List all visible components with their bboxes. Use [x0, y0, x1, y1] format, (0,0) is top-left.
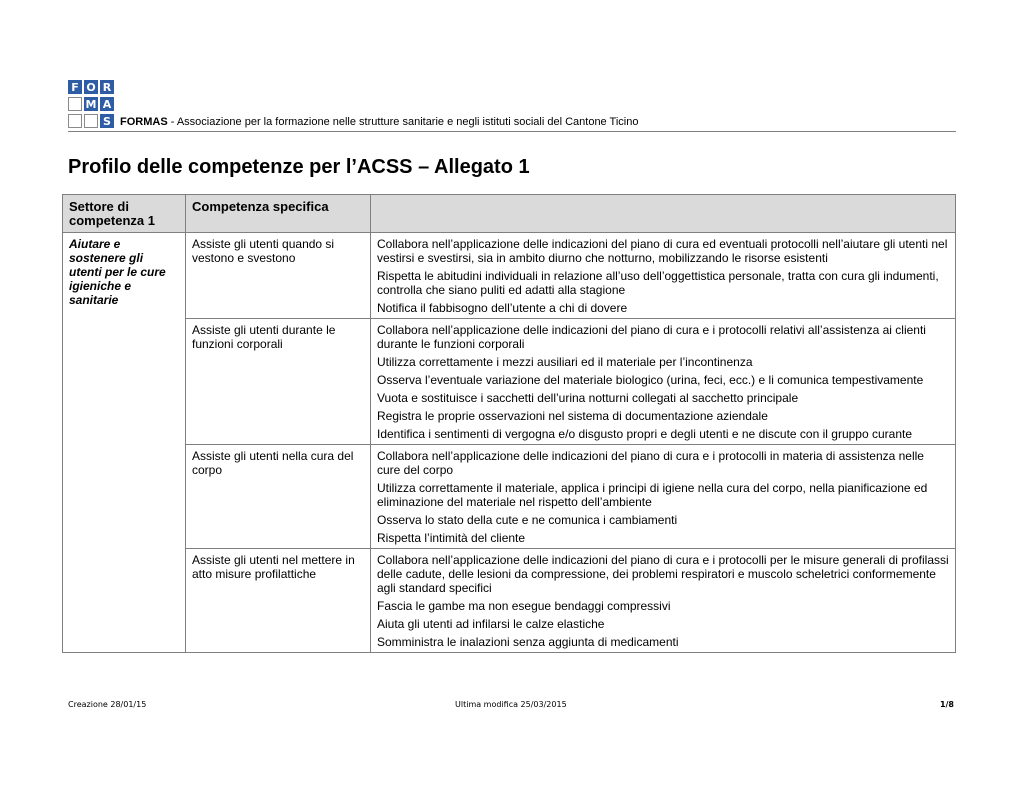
table-row — [63, 319, 956, 445]
header-competence: Competenza specifica — [186, 195, 371, 233]
logo-row — [68, 80, 116, 95]
footer-modified-date: Ultima modifica 25/03/2015 — [455, 700, 567, 709]
header-sector: Settore di competenza 1 — [63, 195, 186, 233]
logo-blank-cell — [68, 114, 82, 128]
logo-letter: S — [100, 114, 114, 128]
logo-row — [68, 97, 116, 112]
organization-line — [120, 116, 638, 128]
details-cell — [371, 445, 956, 549]
table-header-row — [63, 195, 956, 233]
detail-item: Utilizza correttamente il materiale, applica i principi di igiene nella cura del corpo, nella pianificazione ed eliminazione del materiale nel rispetto dell’ambiente — [377, 481, 928, 509]
detail-item: Vuota e sostituisce i sacchetti dell’urina notturni collegati al sacchetto principale — [377, 391, 799, 405]
detail-item: Rispetta le abitudini individuali in relazione all’uso dell’oggettistica personale, tratta con cura gli indumenti, controlla che siano puliti ed adatti alla stagione — [377, 269, 939, 297]
detail-item: Collabora nell’applicazione delle indicazioni del piano di cura e i protocolli relativi all’assistenza ai clienti durante le funzioni corporali — [377, 323, 926, 351]
logo-row — [68, 114, 116, 129]
header-divider — [68, 131, 956, 132]
page-title: Profilo delle competenze per l’ACSS – Allegato 1 — [68, 156, 530, 178]
detail-item: Notifica il fabbisogno dell’utente a chi di dovere — [377, 301, 628, 315]
competence-cell: Assiste gli utenti nel mettere in atto misure profilattiche — [186, 549, 371, 653]
logo-letter: M — [85, 97, 97, 111]
table-row — [63, 549, 956, 653]
detail-item: Osserva l’eventuale variazione del materiale biologico (urina, feci, ecc.) e li comunica tempestivamente — [377, 373, 924, 387]
details-cell — [371, 233, 956, 319]
logo-blank-cell — [84, 114, 98, 128]
organization-name: FORMAS — [120, 116, 168, 128]
logo-letter: F — [68, 80, 82, 94]
logo-letter: R — [100, 80, 114, 94]
detail-item: Collabora nell’applicazione delle indicazioni del piano di cura ed eventuali protocolli nell’aiutare gli utenti nel vestirsi e svestirsi, sia in ambito diurno che notturno, mobilizzando le risorse esistenti — [377, 237, 948, 265]
detail-item: Osserva lo stato della cute e ne comunica i cambiamenti — [377, 513, 678, 527]
logo-letter: A — [100, 97, 114, 111]
detail-item: Registra le proprie osservazioni nel sistema di documentazione aziendale — [377, 409, 768, 423]
competence-cell: Assiste gli utenti quando si vestono e svestono — [186, 233, 371, 319]
sector-cell: Aiutare e sostenere gli utenti per le cure igieniche e sanitarie — [63, 233, 186, 653]
details-cell — [371, 549, 956, 653]
detail-item: Somministra le inalazioni senza aggiunta di medicamenti — [377, 635, 679, 649]
details-cell — [371, 319, 956, 445]
table-row — [63, 445, 956, 549]
detail-item: Utilizza correttamente i mezzi ausiliari ed il materiale per l’incontinenza — [377, 355, 753, 369]
competence-table — [62, 194, 956, 653]
detail-item: Identifica i sentimenti di vergogna e/o disgusto propri e degli utenti e ne discute con il gruppo curante — [377, 427, 912, 441]
table-row — [63, 233, 956, 319]
competence-cell: Assiste gli utenti nella cura del corpo — [186, 445, 371, 549]
detail-item: Rispetta l’intimità del cliente — [377, 531, 526, 545]
footer-created-date: Creazione 28/01/15 — [68, 700, 147, 709]
formas-logo — [68, 80, 116, 131]
detail-item: Aiuta gli utenti ad infilarsi le calze elastiche — [377, 617, 605, 631]
header-details — [371, 195, 956, 233]
competence-cell: Assiste gli utenti durante le funzioni corporali — [186, 319, 371, 445]
detail-item: Fascia le gambe ma non esegue bendaggi compressivi — [377, 599, 671, 613]
detail-item: Collabora nell’applicazione delle indicazioni del piano di cura e i protocolli in materia di assistenza nelle cure del corpo — [377, 449, 924, 477]
logo-letter: O — [84, 80, 98, 94]
logo-blank-cell — [68, 97, 82, 111]
footer-page-number: 1/8 — [939, 700, 954, 709]
organization-description: - Associazione per la formazione nelle strutture sanitarie e negli istituti sociali del Cantone Ticino — [167, 116, 639, 128]
detail-item: Collabora nell’applicazione delle indicazioni del piano di cura e i protocolli per le misure generali di profilassi delle cadute, delle lesioni da compressione, dei problemi respiratori e muscolo scheletrici conformemente agli standard specifici — [377, 553, 949, 595]
